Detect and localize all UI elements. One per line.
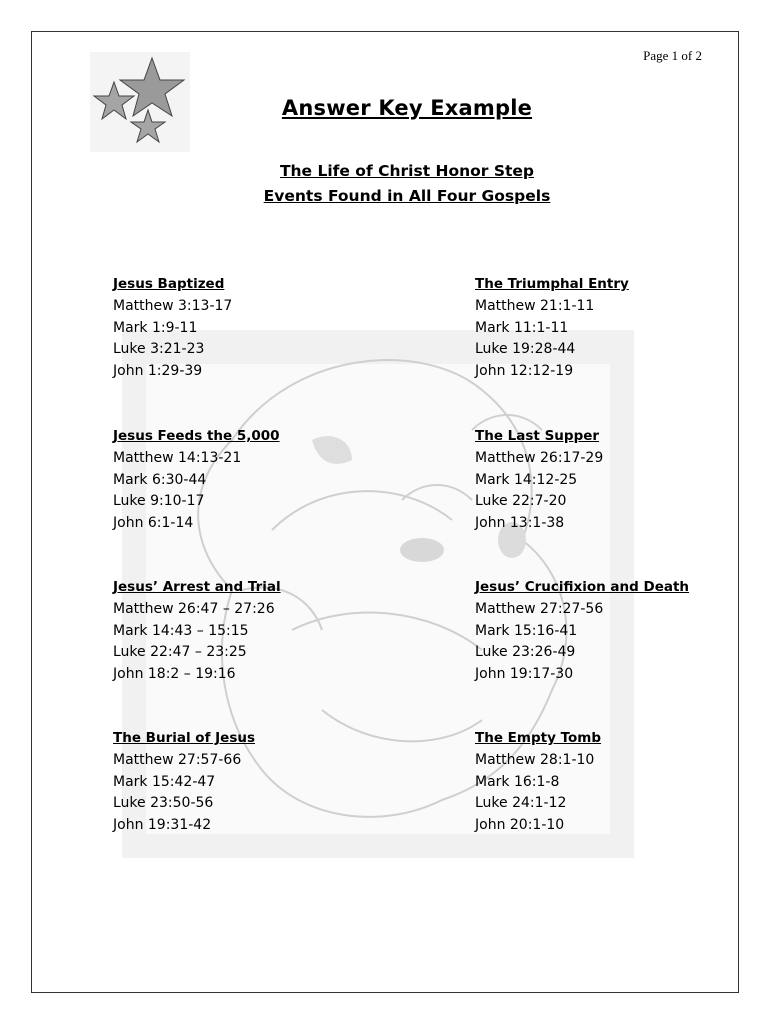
scripture-reference: Luke 23:50-56 <box>113 795 214 812</box>
scripture-reference: Matthew 26:17-29 <box>475 449 604 466</box>
scripture-reference: Matthew 21:1-11 <box>475 297 595 314</box>
scripture-reference: John 12:12-19 <box>475 363 574 380</box>
scripture-reference: John 6:1-14 <box>113 515 194 532</box>
scripture-reference: Matthew 28:1-10 <box>475 751 595 768</box>
event-block <box>475 274 755 383</box>
scripture-reference: Mark 15:16-41 <box>475 622 578 639</box>
event-block <box>113 577 393 686</box>
scripture-reference: John 19:17-30 <box>475 666 574 683</box>
event-title: Jesus Baptized <box>113 276 225 292</box>
scripture-reference: Luke 24:1-12 <box>475 795 567 812</box>
event-block <box>113 426 393 535</box>
event-block <box>475 577 755 686</box>
scripture-reference: Matthew 27:57-66 <box>113 751 242 768</box>
scripture-reference: Luke 23:26-49 <box>475 644 576 661</box>
scripture-reference: Luke 19:28-44 <box>475 341 576 358</box>
scripture-reference: Mark 11:1-11 <box>475 319 569 336</box>
scripture-reference: John 19:31-42 <box>113 817 212 834</box>
scripture-reference: John 1:29-39 <box>113 363 203 380</box>
page-number: Page 1 of 2 <box>643 48 702 63</box>
scripture-reference: Mark 16:1-8 <box>475 773 560 790</box>
subtitle-line-1: The Life of Christ Honor Step <box>279 162 535 180</box>
subtitle-line-2: Events Found in All Four Gospels <box>263 187 551 205</box>
event-block <box>113 728 393 837</box>
scripture-reference: Mark 14:43 – 15:15 <box>113 622 249 639</box>
scripture-reference: Matthew 14:13-21 <box>113 449 242 466</box>
event-title: The Last Supper <box>475 428 600 444</box>
scripture-reference: Luke 3:21-23 <box>113 341 205 358</box>
event-title: Jesus’ Crucifixion and Death <box>475 579 690 595</box>
scripture-reference: John 18:2 – 19:16 <box>113 666 236 683</box>
scripture-reference: Matthew 26:47 – 27:26 <box>113 600 275 617</box>
event-block <box>113 274 393 383</box>
scripture-reference: Mark 15:42-47 <box>113 773 216 790</box>
event-block <box>475 426 755 535</box>
scripture-reference: John 13:1-38 <box>475 515 565 532</box>
event-title: The Empty Tomb <box>475 730 602 746</box>
event-title: Jesus Feeds the 5,000 <box>113 428 280 444</box>
scripture-reference: Mark 1:9-11 <box>113 319 198 336</box>
scripture-reference: Luke 9:10-17 <box>113 493 205 510</box>
scripture-reference: Luke 22:47 – 23:25 <box>113 644 247 661</box>
event-block <box>475 728 755 837</box>
event-title: The Triumphal Entry <box>475 276 629 292</box>
scripture-reference: Luke 22:7-20 <box>475 493 567 510</box>
document-title: Answer Key Example <box>281 96 533 120</box>
scripture-reference: Mark 6:30-44 <box>113 471 207 488</box>
event-title: Jesus’ Arrest and Trial <box>113 579 281 595</box>
scripture-reference: Matthew 3:13-17 <box>113 297 233 314</box>
event-title: The Burial of Jesus <box>113 730 256 746</box>
scripture-reference: Mark 14:12-25 <box>475 471 578 488</box>
scripture-reference: John 20:1-10 <box>475 817 565 834</box>
scripture-reference: Matthew 27:27-56 <box>475 600 604 617</box>
